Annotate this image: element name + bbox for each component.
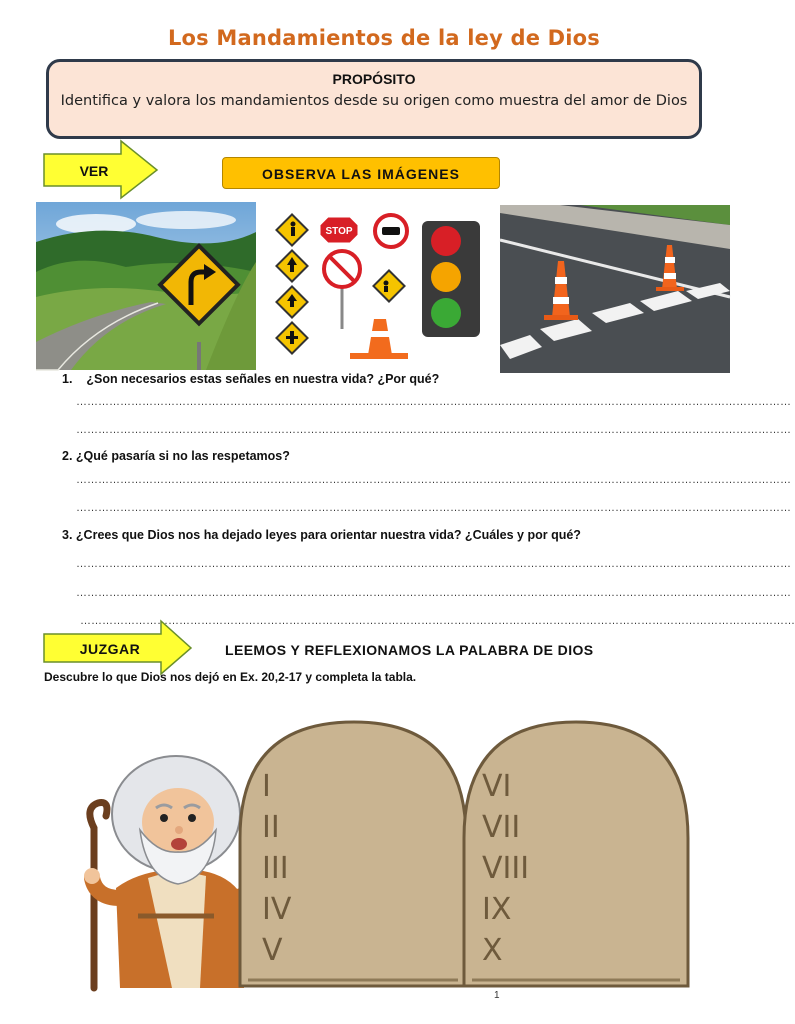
question-1 xyxy=(62,372,439,386)
numeral-10: X xyxy=(482,933,503,968)
answer-line-2b[interactable]: …………………………………………………………………………………………………………………………………………………………………………… xyxy=(76,502,791,514)
numeral-9: IX xyxy=(482,892,512,927)
purpose-box xyxy=(46,59,702,139)
answer-line-3c[interactable]: …………………………………………………………………………………………………………………………………………………………………………… xyxy=(80,615,795,627)
numeral-1: I xyxy=(262,769,271,804)
question-3 xyxy=(62,528,581,542)
road-cones-image xyxy=(500,205,730,373)
instruction-text: Descubre lo que Dios nos dejó en Ex. 20,2-17 y completa la tabla. xyxy=(44,670,417,684)
juzgar-heading: LEEMOS Y REFLEXIONAMOS LA PALABRA DE DIOS xyxy=(225,642,594,658)
question-3-text: ¿Crees que Dios nos ha dejado leyes para orientar nuestra vida? ¿Cuáles y por qué? xyxy=(75,528,581,542)
answer-line-2a[interactable]: …………………………………………………………………………………………………………………………………………………………………………… xyxy=(76,474,791,486)
ver-label: VER xyxy=(79,163,109,179)
question-3-number: 3. xyxy=(62,528,73,542)
numeral-2: II xyxy=(262,810,280,845)
question-2 xyxy=(62,449,290,463)
observa-banner: OBSERVA LAS IMÁGENES xyxy=(222,157,500,189)
purpose-text: Identifica y valora los mandamientos desde su origen como muestra del amor de Dios xyxy=(60,93,688,109)
answer-line-1b[interactable]: …………………………………………………………………………………………………………………………………………………………………………… xyxy=(76,424,791,436)
question-2-number: 2. xyxy=(62,449,73,463)
juzgar-label: JUZGAR xyxy=(79,641,141,657)
page-title: Los Mandamientos de la ley de Dios xyxy=(167,26,601,50)
answer-line-3a[interactable]: …………………………………………………………………………………………………………………………………………………………………………… xyxy=(76,558,791,570)
purpose-heading: PROPÓSITO xyxy=(332,71,416,87)
numeral-6: VI xyxy=(482,769,512,804)
stop-sign-text: STOP xyxy=(325,226,353,237)
road-curve-sign-image xyxy=(36,202,256,370)
question-1-number: 1. xyxy=(62,372,73,386)
numeral-5: V xyxy=(262,933,283,968)
numeral-8: VIII xyxy=(482,851,530,886)
question-1-text: ¿Son necesarios estas señales en nuestra vida? ¿Por qué? xyxy=(86,372,440,386)
left-tablet-numerals xyxy=(262,766,291,971)
tablets-illustration xyxy=(234,718,692,990)
page-number: 1 xyxy=(494,990,500,1001)
numeral-7: VII xyxy=(482,810,521,845)
traffic-signs-image xyxy=(264,207,494,365)
right-tablet-numerals xyxy=(482,766,529,971)
question-2-text: ¿Qué pasaría si no las respetamos? xyxy=(75,449,290,463)
answer-line-3b[interactable]: …………………………………………………………………………………………………………………………………………………………………………… xyxy=(76,587,791,599)
numeral-4: IV xyxy=(262,892,292,927)
answer-line-1a[interactable]: …………………………………………………………………………………………………………………………………………………………………………… xyxy=(76,396,791,408)
numeral-3: III xyxy=(262,851,289,886)
